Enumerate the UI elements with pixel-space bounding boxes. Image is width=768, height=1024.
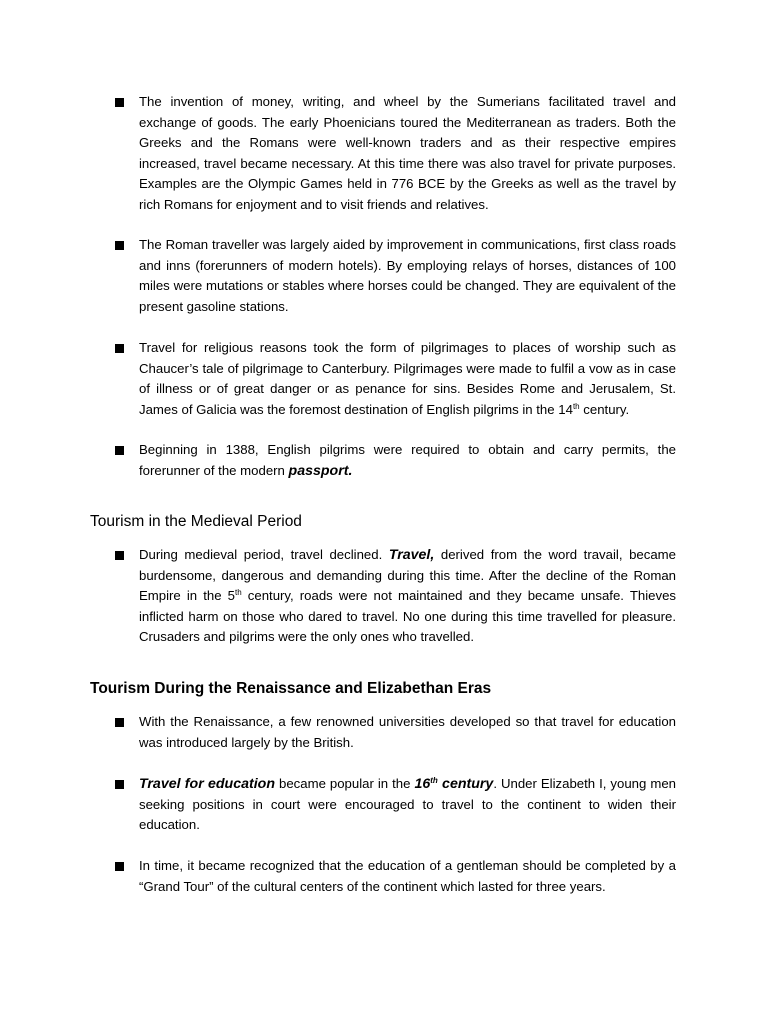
emphasis-text: Travel for education bbox=[139, 776, 275, 792]
paragraph-text: Beginning in 1388, English pilgrims were required to obtain and carry permits, the forerunner of the modern bbox=[139, 442, 676, 478]
paragraph-text: During medieval period, travel declined. bbox=[139, 547, 389, 562]
paragraph-medieval-travel bbox=[139, 545, 676, 648]
bullet-icon bbox=[115, 98, 124, 107]
paragraph-travel-for-education bbox=[139, 774, 676, 836]
paragraph-pilgrim-permits bbox=[139, 440, 676, 481]
bullet-icon bbox=[115, 551, 124, 560]
paragraph-text: century. bbox=[579, 401, 630, 417]
bullet-icon bbox=[115, 718, 124, 727]
paragraph-text: In time, it became recognized that the education of a gentleman should be completed by a “Grand Tour” of the cultural centers of the continent which lasted for three years. bbox=[139, 858, 676, 894]
paragraph-religious-travel bbox=[139, 338, 676, 420]
superscript: th bbox=[430, 776, 438, 785]
bullet-icon bbox=[115, 241, 124, 250]
paragraph-roman-traveller bbox=[139, 235, 676, 317]
emphasis-text: Travel, bbox=[388, 547, 435, 563]
emphasis-text: 16 bbox=[414, 776, 431, 792]
paragraph-text: derived from the word travail, became burdensome, dangerous and demanding during this time. After the decline of the Roman Empire in the 5 bbox=[139, 547, 676, 603]
superscript: th bbox=[235, 588, 242, 597]
paragraph-text: With the Renaissance, a few renowned universities developed so that travel for education was introduced largely by the British. bbox=[139, 714, 676, 750]
paragraph-sumerians bbox=[139, 92, 676, 215]
bullet-icon bbox=[115, 344, 124, 353]
bullet-icon bbox=[115, 780, 124, 789]
paragraph-universities bbox=[139, 712, 676, 753]
superscript: th bbox=[572, 401, 580, 411]
emphasis-text: passport. bbox=[288, 462, 353, 479]
emphasis-text: century bbox=[437, 776, 494, 792]
paragraph-text: The Roman traveller was largely aided by improvement in communications, first class roads and inns (forerunners of modern hotels). By employing relays of horses, distances of 100 miles were mutations or stables where horses could be changed. They are equivalent of the present gasoline stations. bbox=[139, 237, 676, 314]
paragraph-text: . Under Elizabeth I, young men seeking positions in court were encouraged to travel to the continent to widen their education. bbox=[139, 776, 676, 832]
bullet-icon bbox=[115, 446, 124, 455]
paragraph-text: Travel for religious reasons took the form of pilgrimages to places of worship such as Chaucer’s tale of pilgrimage to Canterbury. Pilgrimages were made to fulfil a vow as in case of illness or of great danger or as penance for sins. Besides Rome and Jerusalem, St. James of Galicia was the foremost destination of English pilgrims in the 14 bbox=[139, 340, 676, 417]
paragraph-text: The invention of money, writing, and wheel by the Sumerians facilitated travel and exchange of goods. The early Phoenicians toured the Mediterranean as traders. Both the Greeks and the Romans were well-known traders and as their respective empires increased, travel became necessary. At this time there was also travel for private purposes. Examples are the Olympic Games held in 776 BCE by the Greeks as well as the travel by rich Romans for enjoyment and to visit friends and relatives. bbox=[139, 94, 676, 212]
section-heading-medieval: Tourism in the Medieval Period bbox=[90, 513, 302, 530]
paragraph-grand-tour bbox=[139, 856, 676, 897]
section-heading-renaissance: Tourism During the Renaissance and Elizabethan Eras bbox=[90, 680, 492, 697]
paragraph-text: century, roads were not maintained and they became unsafe. Thieves inflicted harm on those who dared to travel. No one during this time travelled for pleasure. Crusaders and pilgrims were the only ones who travelled. bbox=[139, 588, 677, 644]
paragraph-text: became popular in the bbox=[275, 776, 415, 791]
bullet-icon bbox=[115, 862, 124, 871]
